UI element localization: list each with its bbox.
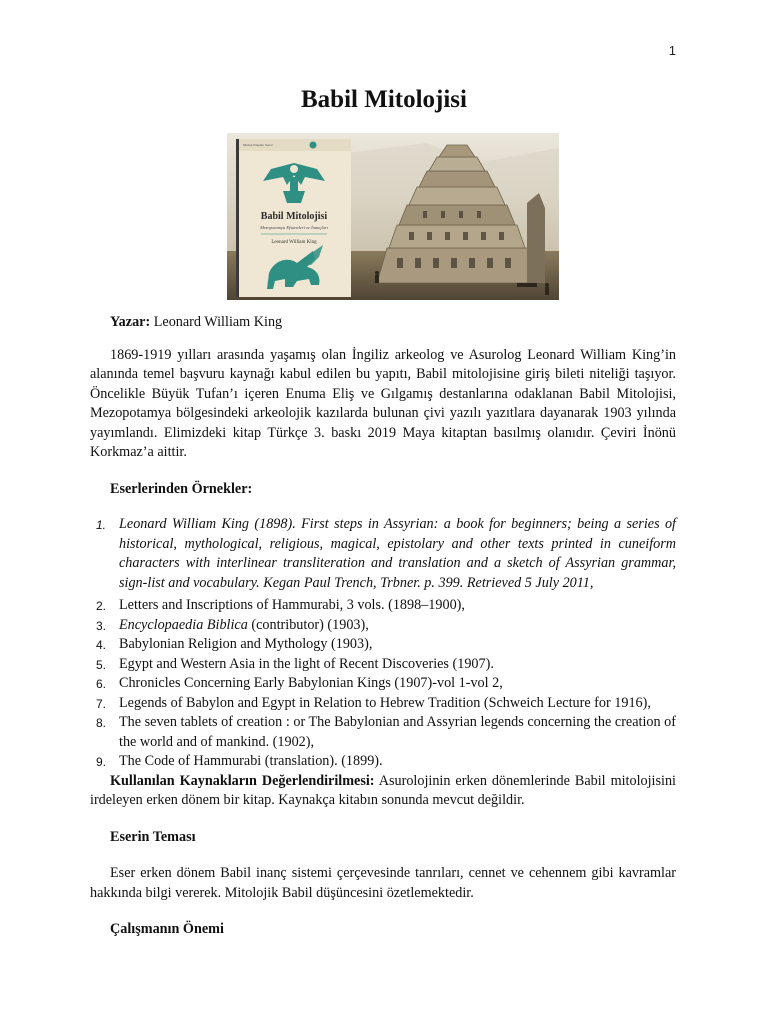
document-body [90, 313, 676, 940]
list-number: 8. [96, 716, 107, 731]
intro-paragraph: 1869-1919 yılları arasında yaşamış olan İngiliz arkeolog ve Asurolog Leonard William King’in alanında temel başvuru kaynağı kabul edilen bu yapıtı, Babil mitolojisine giriş bileti niteliği taşıyor. Öncelikle Büyük Tufan’ı içeren Enuma Eliş ve Gılgamış destanlarına odaklanan Babil Mitolojisi, Mezopotamya bölgesindeki arkeolojik kazılarda bulunan çivi yazılı yazıtlara dayanarak 1903 yılında yayımlandı. Elimizdeki kitap Türkçe 3. baskı 2019 Maya kitaptan basılmış olanıdır. Çeviri İnönü Korkmaz’a aittir. [90, 346, 676, 460]
cover-title: Babil Mitolojisi [260, 211, 328, 222]
author-line [90, 313, 676, 333]
list-number: 4. [96, 638, 107, 653]
list-item [90, 596, 676, 616]
list-number: 1. [96, 518, 107, 532]
list-item-italic: Encyclopaedia Biblica [119, 616, 248, 633]
list-item-text: The Code of Hammurabi (translation). (1899). [119, 753, 383, 770]
list-item-text: Legends of Babylon and Egypt in Relation to Hebrew Tradition (Schweich Lecture for 1916), [119, 694, 651, 711]
evaluation-paragraph [90, 772, 676, 811]
cover-subtitle: Mezopotamya Efsaneleri ve İnançları [260, 225, 328, 230]
list-item [90, 674, 676, 694]
list-item [90, 515, 676, 593]
tower-of-babel-illustration [227, 133, 559, 300]
list-number: 7. [96, 696, 107, 711]
author-name: Leonard William King [153, 314, 283, 330]
list-item [90, 655, 676, 675]
list-item-text: Egypt and Western Asia in the light of Recent Discoveries (1907). [119, 655, 494, 672]
list-item [90, 616, 676, 636]
list-item-text: Chronicles Concerning Early Babylonian Kings (1907)-vol 1-vol 2, [119, 675, 503, 692]
list-number: 9. [96, 755, 107, 770]
list-number: 2. [96, 599, 107, 614]
page-number: 1 [668, 43, 676, 58]
theme-heading: Eserin Teması [110, 828, 196, 845]
list-number: 6. [96, 677, 107, 692]
list-item-text: Letters and Inscriptions of Hammurabi, 3 vols. (1898–1900), [119, 597, 465, 614]
theme-paragraph: Eser erken dönem Babil inanç sistemi çerçevesinde tanrıları, cennet ve cehennem gibi kavramlar hakkında bilgi vererek. Mitolojik Babil düşüncesini özetlemektedir. [90, 865, 676, 901]
list-item [90, 713, 676, 752]
list-item [90, 752, 676, 772]
list-item [90, 694, 676, 714]
list-item [90, 635, 676, 655]
list-item-text: (contributor) (1903), [247, 616, 369, 633]
evaluation-text: Asurolojinin erken dönemlerinde Babil mitolojisini irdeleyen erken dönem bir kitap. Kaynakça kitabın sonunda mevcut değildir. [90, 772, 677, 809]
list-number: 3. [96, 618, 107, 633]
cover-series: Mitoloji Kitapları Serisi [243, 143, 273, 147]
list-number: 5. [96, 657, 107, 672]
cover-author: Leonard William King [271, 240, 317, 245]
book-cover-image [227, 133, 559, 300]
list-item-text: Leonard William King (1898). First steps in Assyrian: a book for beginners; being a series of historical, mythological, religious, magical, epistolary and other texts printed in cuneiform characters with interlinear transliteration and translation and a sketch of Assyrian grammar, sign-list and vocabulary. Kegan Paul Trench, Trbner. p. 399. Retrieved 5 July 2011, [119, 516, 676, 591]
importance-heading: Çalışmanın Önemi [110, 921, 224, 938]
list-item-text: Babylonian Religion and Mythology (1903), [119, 636, 373, 653]
document-title: Babil Mitolojisi [301, 86, 467, 113]
list-item-text: The seven tablets of creation : or The Babylonian and Assyrian legends concerning the creation of the world and of mankind. (1902), [119, 714, 676, 750]
book-cover [236, 139, 351, 297]
works-list [90, 515, 676, 772]
evaluation-label: Kullanılan Kaynakların Değerlendirilmesi: [110, 772, 375, 789]
author-label: Yazar: [110, 314, 151, 330]
works-heading: Eserlerinden Örnekler: [110, 480, 253, 497]
